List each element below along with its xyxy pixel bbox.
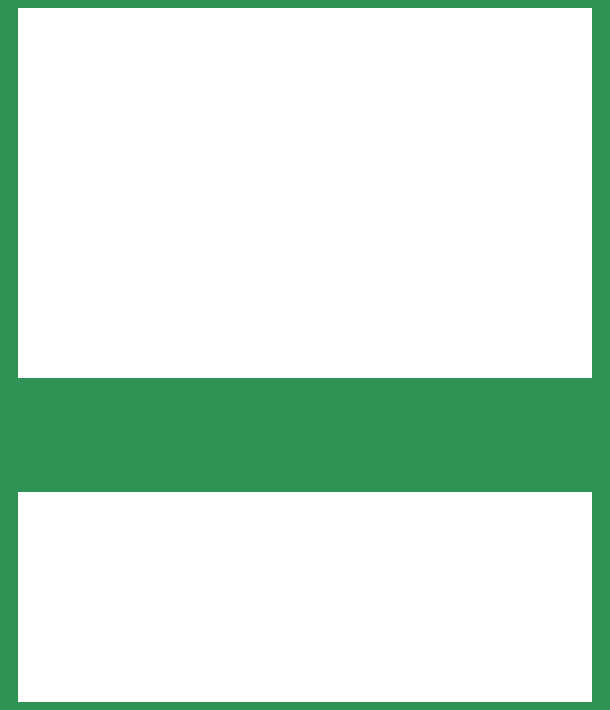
worksheet-grid-top	[18, 8, 592, 378]
title-banner	[18, 378, 592, 492]
worksheet-grid-bottom	[18, 492, 592, 702]
